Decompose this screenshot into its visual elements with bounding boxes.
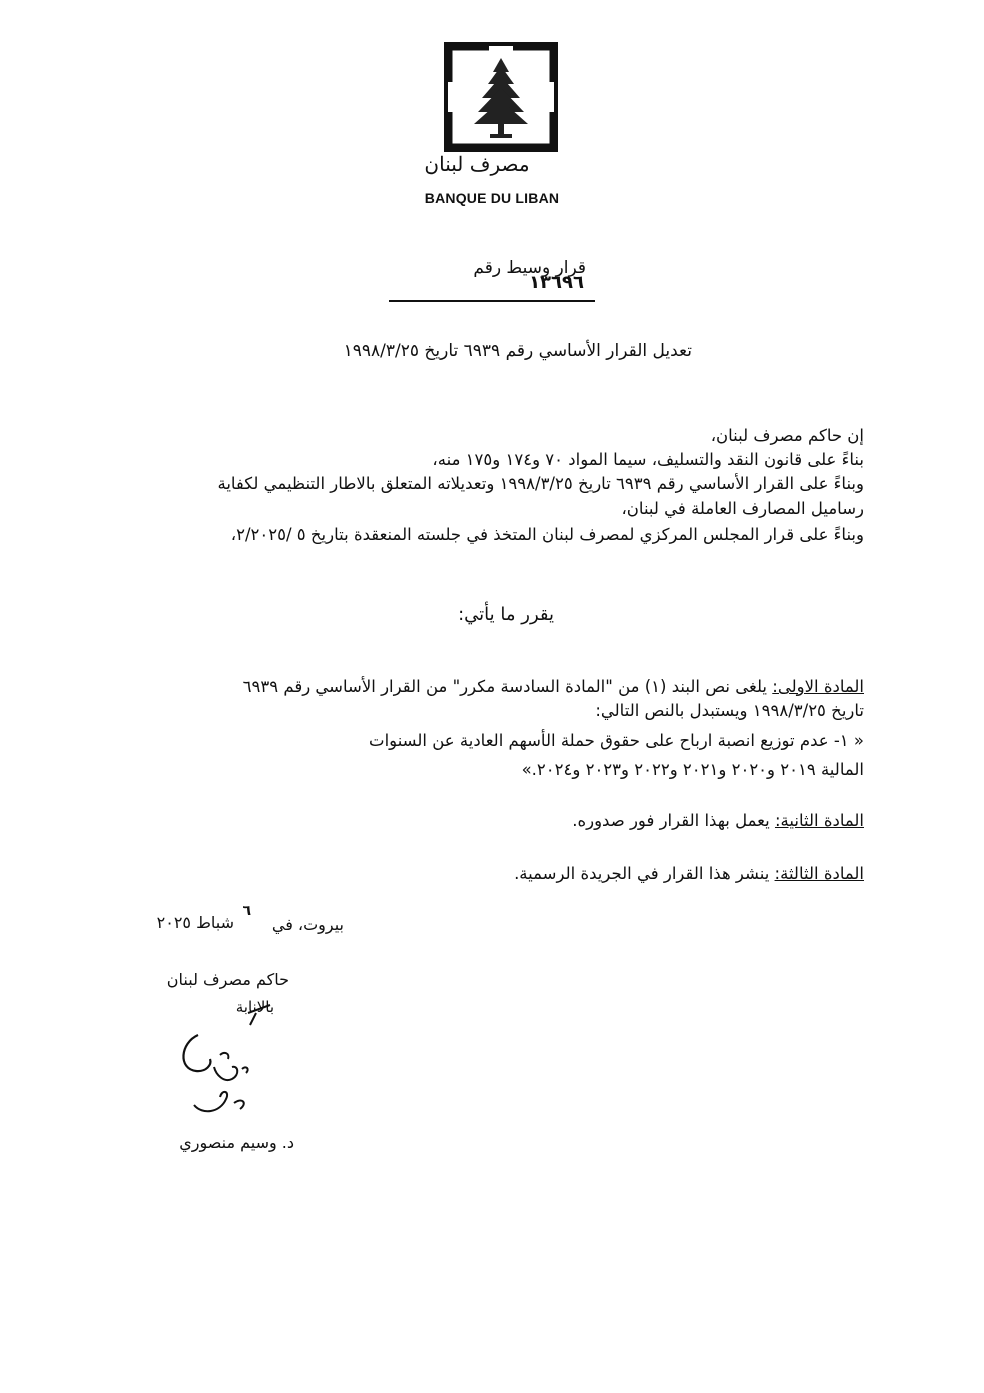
decision-number: ١٣٦٩٦ bbox=[529, 272, 584, 293]
article-3 bbox=[514, 864, 864, 883]
article-2-text: يعمل بهذا القرار فور صدوره. bbox=[572, 811, 770, 830]
acting-note: بالانابة bbox=[235, 998, 274, 1016]
signatory-name: د. وسيم منصوري bbox=[179, 1133, 294, 1152]
governor-title: حاكم مصرف لبنان bbox=[166, 970, 289, 989]
bank-name-arabic: مصرف لبنان bbox=[424, 152, 530, 176]
date-month-year: شباط ٢٠٢٥ bbox=[156, 913, 234, 932]
cedar-logo bbox=[444, 42, 558, 152]
article-3-text: ينشر هذا القرار في الجريدة الرسمية. bbox=[514, 864, 770, 883]
preamble-line: رساميل المصارف العاملة في لبنان، bbox=[621, 499, 864, 518]
article-1-quote: « ١- عدم توزيع انصبة ارباح على حقوق حملة الأسهم العادية عن السنوات bbox=[369, 731, 864, 750]
article-1 bbox=[243, 677, 864, 696]
decides-heading: يقرر ما يأتي: bbox=[458, 604, 554, 625]
article-1-quote: المالية ٢٠١٩ و٢٠٢٠ و٢٠٢١ و٢٠٢٢ و٢٠٢٣ و٢٠٢٤.» bbox=[521, 760, 864, 779]
article-2-label: المادة الثانية: bbox=[774, 811, 864, 830]
article-2 bbox=[572, 811, 864, 830]
signature bbox=[150, 995, 290, 1135]
preamble-line: وبناءً على القرار الأساسي رقم ٦٩٣٩ تاريخ ١٩٩٨/٣/٢٥ وتعديلاته المتعلق بالاطار التنظيمي لكفاية bbox=[217, 474, 864, 493]
preamble-line: بناءً على قانون النقد والتسليف، سيما المواد ٧٠ و١٧٤ و١٧٥ منه، bbox=[432, 450, 864, 469]
article-1-label: المادة الاولى: bbox=[772, 677, 864, 696]
decision-subject: تعديل القرار الأساسي رقم ٦٩٣٩ تاريخ ١٩٩٨/٣/٢٥ bbox=[343, 341, 692, 361]
place: بيروت، في bbox=[271, 915, 344, 934]
preamble-line: وبناءً على قرار المجلس المركزي لمصرف لبنان المتخذ في جلسته المنعقدة بتاريخ ٥ /٢/٢٠٢٥، bbox=[230, 525, 864, 544]
heading-rule bbox=[389, 300, 595, 302]
date-day: ٦ bbox=[242, 903, 251, 919]
bank-name-french: BANQUE DU LIBAN bbox=[424, 190, 560, 206]
article-1-text: يلغى نص البند (١) من "المادة السادسة مكرر" من القرار الأساسي رقم ٦٩٣٩ bbox=[242, 677, 768, 696]
article-3-label: المادة الثالثة: bbox=[774, 864, 864, 883]
preamble-line: إن حاكم مصرف لبنان، bbox=[710, 426, 864, 445]
decision-title: قرار وسيط رقم bbox=[473, 258, 586, 278]
article-1-line: تاريخ ١٩٩٨/٣/٢٥ ويستبدل بالنص التالي: bbox=[595, 701, 864, 720]
